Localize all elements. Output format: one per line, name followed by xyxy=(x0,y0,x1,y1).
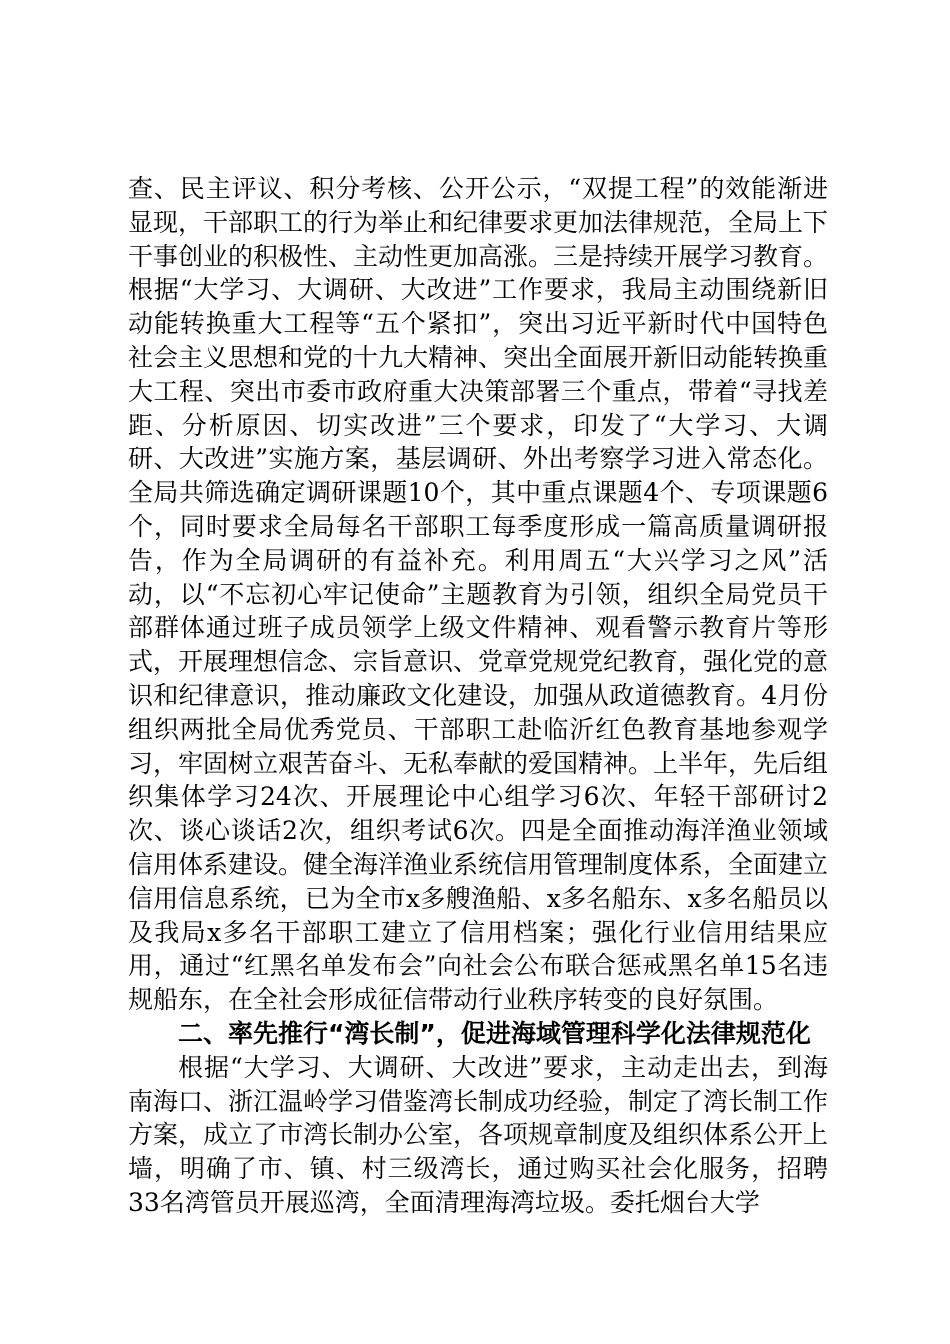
paragraph-continued: 查、民主评议、积分考核、公开公示，“双提工程”的效能渐进显现，干部职工的行为举止和纪律要求更加法律规范，全局上下干事创业的积极性、主动性更加高涨。三是持续开展学习教育。根据“大学习、大调研、大改进”工作要求，我局主动围绕新旧动能转换重大工程等“五个紧扣”，突出习近平新时代中国特色社会主义思想和党的十九大精神、突出全面展开新旧动能转换重大工程、突出市委市政府重大决策部署三个重点，带着“寻找差距、分析原因、切实改进”三个要求，印发了“大学习、大调研、大改进”实施方案，基层调研、外出考察学习进入常态化。全局共筛选确定调研课题10个，其中重点课题4个、专项课题6个，同时要求全局每名干部职工每季度形成一篇高质量调研报告，作为全局调研的有益补充。利用周五“大兴学习之风”活动，以“不忘初心牢记使命”主题教育为引领，组织全局党员干部群体通过班子成员领学上级文件精神、观看警示教育片等形式，开展理想信念、宗旨意识、党章党规党纪教育，强化党的意识和纪律意识，推动廉政文化建设，加强从政道德教育。4月份组织两批全局优秀党员、干部职工赴临沂红色教育基地参观学习，牢固树立艰苦奋斗、无私奉献的爱国精神。上半年，先后组织集体学习24次、开展理论中心组学习6次、年轻干部研讨2次、谈心谈话2次，组织考试6次。四是全面推动海洋渔业领域信用体系建设。健全海洋渔业系统信用管理制度体系，全面建立信用信息系统，已为全市x多艘渔船、x多名船东、x多名船员以及我局x多名干部职工建立了信用档案；强化行业信用结果应用，通过“红黑名单发布会”向社会公布联合惩戒黑名单15名违规船东，在全社会形成征信带动行业秩序转变的良好氛围。 xyxy=(128,174,829,1015)
paragraph-body: 根据“大学习、大调研、大改进”要求，主动走出去，到海南海口、浙江温岭学习借鉴湾长制成功经验，制定了湾长制工作方案，成立了市湾长制办公室，各项规章制度及组织体系公开上墙，明确了市、镇、村三级湾长，通过购买社会化服务，招聘33名湾管员开展巡湾，全面清理海湾垃圾。委托烟台大学 xyxy=(128,1052,829,1217)
section-heading: 二、率先推行“湾长制”，促进海域管理科学化法律规范化 xyxy=(178,1018,811,1048)
document-body xyxy=(128,172,828,1220)
